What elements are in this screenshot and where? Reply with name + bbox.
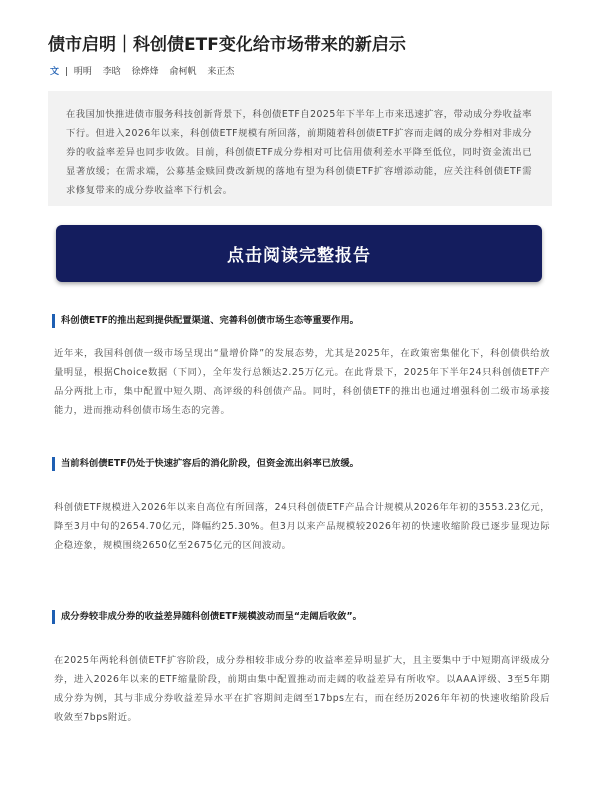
author-line [50, 66, 242, 78]
article-title: 债市启明｜科创债ETF变化给市场带来的新启示 [48, 35, 406, 55]
author-name: 俞柯帆 [169, 67, 197, 77]
section-body-1: 近年来，我国科创债一级市场呈现出“量增价降”的发展态势，尤其是2025年，在政策密集催化下，科创债供给放量明显，根据Choice数据（下同），全年发行总额达2.25万亿元。在此背景下，2025年下半年24只科创债ETF产品分两批上市，集中配置中短久期、高评级的科创债产品。同时，科创债ETF的推出也通过增强科创二级市场承接能力，进而推动科创债市场生态的完善。 [54, 348, 550, 416]
author-name: 来正杰 [207, 67, 235, 77]
author-name: 徐烨烽 [131, 67, 159, 77]
section-body-3: 在2025年两轮科创债ETF扩容阶段，成分券相较非成分券的收益率差异明显扩大，且主要集中于中短期高评级成分券，进入2026年以来的ETF缩量阶段，前期由集中配置推动而走阔的收益差异有所收窄。以AAA评级、3至5年期成分券为例，其与非成分券收益差异水平在扩容期间走阔至17bps左右，而在经历2026年年初的快速收缩阶段后收敛至7bps附近。 [54, 655, 550, 723]
section-heading-3: 成分券较非成分券的收益差异随科创债ETF规模波动而呈“走阔后收敛”。 [52, 610, 552, 624]
read-full-report-button[interactable]: 点击阅读完整报告 [56, 225, 542, 282]
author-name: 明明 [73, 67, 92, 77]
section-heading-2: 当前科创债ETF仍处于快速扩容后的消化阶段，但资金流出斜率已放缓。 [52, 457, 552, 471]
author-name: 李晗 [102, 67, 121, 77]
section-heading-1: 科创债ETF的推出起到提供配置渠道、完善科创债市场生态等重要作用。 [52, 314, 552, 328]
section-body-2: 科创债ETF规模进入2026年以来自高位有所回落，24只科创债ETF产品合计规模从2026年年初的3553.23亿元，降至3月中旬的2654.70亿元，降幅约25.30%。但3月以来产品规模较2026年初的快速收缩阶段已逐步显现边际企稳迹象，规模围绕2650亿至2675亿元的区间波动。 [54, 502, 550, 551]
summary-box: 在我国加快推进债市服务科技创新背景下，科创债ETF自2025年下半年上市来迅速扩容，带动成分券收益率下行。但进入2026年以来，科创债ETF规模有所回落，前期随着科创债ETF扩容而走阔的成分券相对非成分券的收益率差异也同步收敛。目前，科创债ETF成分券相对可比信用债利差水平降至低位，同时资金流出已显著放缓；在需求端，公募基金赎回费改新规的落地有望为科创债ETF扩容增添动能，应关注科创债ETF需求修复带来的成分券收益率下行机会。 [48, 91, 552, 206]
author-prefix: 文 [50, 67, 60, 77]
author-separator: | [64, 67, 68, 77]
